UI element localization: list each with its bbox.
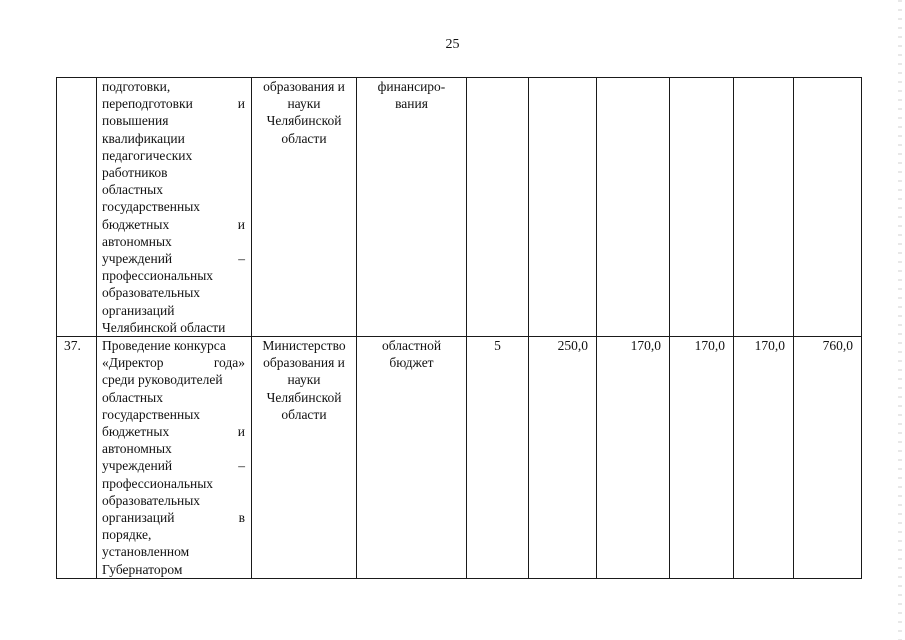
text-line: Челябинской: [266, 389, 342, 405]
text-line-left: Челябинской области: [102, 319, 226, 335]
measure-name-cell: [97, 78, 252, 337]
text-line: Министерство: [262, 338, 346, 354]
text-line: [102, 302, 245, 319]
text-line: области: [281, 406, 327, 422]
program-table: [56, 77, 862, 579]
text-line-right: и: [237, 424, 245, 440]
text-line: областной: [381, 338, 442, 354]
value-cell: 250,0: [529, 337, 597, 579]
table-row: [57, 78, 862, 337]
text-line-left: организаций: [102, 510, 175, 526]
text-line-left: подготовки,: [102, 79, 171, 94]
text-line: финансиро-: [377, 79, 446, 94]
value-cell: [597, 78, 670, 337]
text-line: [102, 389, 245, 406]
funding-source-cell: [357, 337, 467, 579]
text-line: [102, 250, 245, 267]
text-line-left: работников: [102, 165, 168, 181]
responsible-cell: [252, 78, 357, 337]
text-line: [102, 147, 245, 164]
text-line-left: государственных: [102, 199, 201, 215]
text-line-left: переподготовки: [102, 96, 193, 112]
text-line-left: областных: [102, 389, 163, 405]
text-line-right: –: [238, 251, 245, 267]
measure-name-cell: [97, 337, 252, 579]
text-line: [102, 423, 245, 440]
text-line-left: учреждений: [102, 251, 173, 267]
text-line-left: автономных: [102, 441, 172, 457]
text-line: [102, 457, 245, 474]
value-cell: [670, 78, 734, 337]
table-row: [57, 337, 862, 579]
value-cell: 170,0: [597, 337, 670, 579]
text-line: [102, 543, 245, 560]
text-line: бюджет: [389, 355, 434, 371]
text-line: Челябинской: [266, 113, 342, 129]
value-cell: 170,0: [734, 337, 794, 579]
text-line: [102, 354, 245, 371]
value-cell: 170,0: [670, 337, 734, 579]
text-line: [102, 267, 245, 284]
text-line: [102, 475, 245, 492]
text-line-left: среди руководителей: [102, 372, 223, 388]
text-line: [102, 130, 245, 147]
text-line: образования и: [263, 355, 345, 371]
text-line: [102, 95, 245, 112]
text-line-left: организаций: [102, 302, 175, 318]
text-line: [102, 164, 245, 181]
text-line-right: и: [237, 216, 245, 232]
value-cell: [467, 78, 529, 337]
text-line: [102, 319, 245, 336]
text-line: [102, 371, 245, 388]
text-line-right: года»: [213, 355, 245, 371]
scan-edge-artifact: [898, 0, 902, 640]
value-cell: [529, 78, 597, 337]
text-line: вания: [395, 96, 428, 112]
value-cell: [794, 78, 862, 337]
text-line-left: Проведение конкурса: [102, 338, 226, 354]
text-line-left: областных: [102, 182, 163, 198]
text-line-left: «Директор: [102, 355, 164, 371]
text-line-left: бюджетных: [102, 424, 170, 440]
text-line: [102, 492, 245, 509]
text-line: [102, 406, 245, 423]
text-line: области: [281, 130, 327, 146]
text-line: [102, 284, 245, 301]
text-line-left: автономных: [102, 233, 172, 249]
value-cell: 5: [467, 337, 529, 579]
text-line: [102, 526, 245, 543]
value-cell: 760,0: [794, 337, 862, 579]
text-line: [102, 509, 245, 526]
text-line-left: государственных: [102, 406, 201, 422]
text-line-left: учреждений: [102, 458, 173, 474]
text-line: [102, 181, 245, 198]
text-line: [102, 233, 245, 250]
text-line-left: профессиональных: [102, 268, 214, 284]
text-line: [102, 78, 245, 95]
funding-source-cell: [357, 78, 467, 337]
text-line: [102, 198, 245, 215]
responsible-cell: [252, 337, 357, 579]
text-line-right: и: [237, 96, 245, 112]
text-line-left: образовательных: [102, 492, 201, 508]
text-line-left: квалификации: [102, 130, 185, 146]
text-line-right: в: [238, 510, 245, 526]
text-line: науки: [287, 372, 321, 388]
text-line: [102, 440, 245, 457]
text-line: [102, 216, 245, 233]
text-line: науки: [287, 96, 321, 112]
text-line: [102, 112, 245, 129]
text-line: образования и: [263, 79, 345, 94]
text-line-left: повышения: [102, 113, 169, 129]
text-line-left: педагогических: [102, 147, 193, 163]
page-number: 25: [445, 37, 460, 52]
text-line: [102, 561, 245, 578]
row-number-cell: 37.: [57, 337, 97, 579]
text-line: [102, 337, 245, 354]
row-number-cell: [57, 78, 97, 337]
text-line-right: –: [238, 458, 245, 474]
text-line-left: образовательных: [102, 285, 201, 301]
text-line-left: бюджетных: [102, 216, 170, 232]
text-line-left: установленном: [102, 544, 190, 560]
text-line-left: Губернатором: [102, 561, 183, 577]
value-cell: [734, 78, 794, 337]
text-line-left: порядке,: [102, 527, 152, 543]
text-line-left: профессиональных: [102, 475, 214, 491]
